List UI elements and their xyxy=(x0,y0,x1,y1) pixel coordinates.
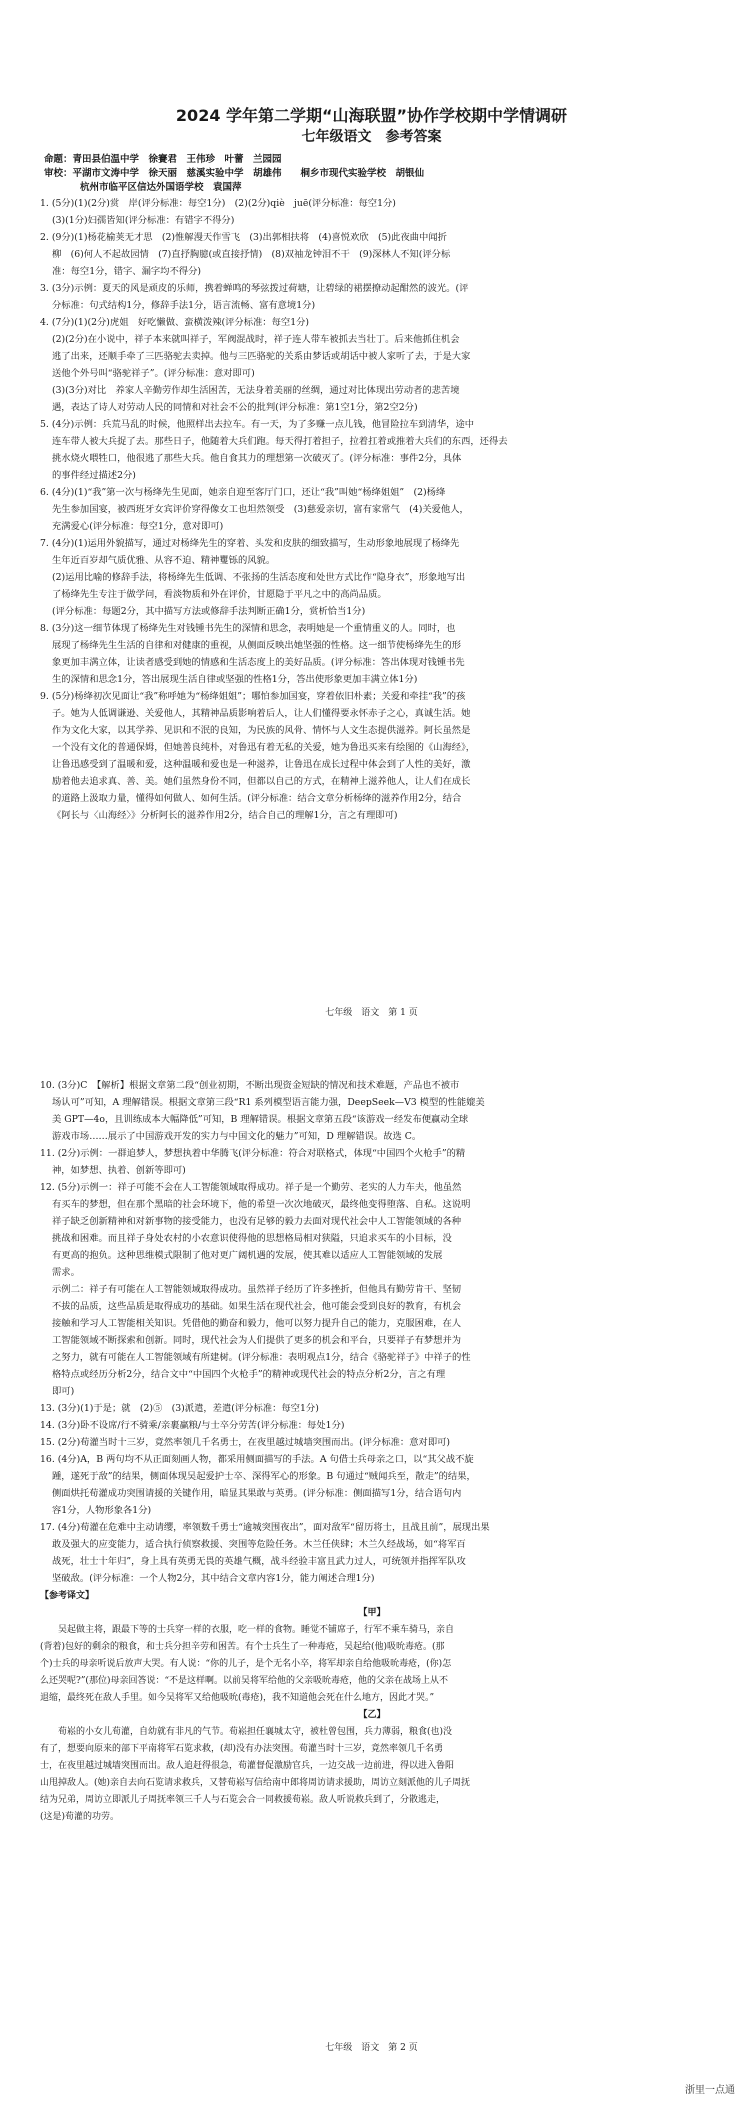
answer-line: 送他个外号叫“骆驼祥子”。(评分标准：意对即可) xyxy=(52,368,255,379)
answers-10-17 xyxy=(40,1078,704,1826)
answer-line: 即可) xyxy=(52,1386,75,1397)
question-15: 15. (2分)荀灌当时十三岁，竟然率领几千名勇士，在夜里越过城墙突围而出。(评分标准：意对即可) xyxy=(40,1437,451,1448)
translation-line: (这是)荀灌的功劳。 xyxy=(40,1812,120,1822)
answer-line: 游戏市场……展示了中国游戏开发的实力与中国文化的魅力”可知，D 理解错误。故选 C。 xyxy=(52,1131,422,1142)
answer-line: 一个没有文化的普通保姆，但她善良纯朴，对鲁迅有着无私的关爱，她为鲁迅买来有绘图的《山海经》， xyxy=(52,742,476,753)
answer-line: 遇，表达了诗人对劳动人民的同情和对社会不公的批判(评分标准：第1空1分，第2空2分) xyxy=(52,402,418,413)
answer-line: 之努力，就有可能在人工智能领域有所建树。(评分标准：表明观点1分，结合《骆驼祥子》中祥子的性 xyxy=(52,1352,471,1363)
answer-line: 作为文化大家，以其学养、见识和不泯的良知，为民族的风骨、情怀与人文生态提供滋养。阿长虽然是 xyxy=(52,725,471,736)
answer-line: 战死，壮士十年归”，身上具有英勇无畏的英雄气概，战斗经验丰富且武力过人，可统领并指挥军队攻 xyxy=(52,1556,466,1567)
question-9 xyxy=(40,689,704,824)
answer-line: 场认可”可知，A 理解错误。根据文章第三段“R1 系列模型语言能力强，DeepSeek—V3 模型的性能媲美 xyxy=(52,1097,485,1108)
document-title: 2024 学年第二学期“山海联盟”协作学校期中学情调研 xyxy=(175,106,568,125)
answer-line: 17. (4分)荀灌在危难中主动请缨，率领数千勇士“逾城突围夜出”，面对敌军“留历将士，且战且前”，展现出果 xyxy=(40,1522,490,1533)
answer-line: 需求。 xyxy=(52,1267,80,1278)
answer-line: (3)(1分)妇孺皆知(评分标准：有错字不得分) xyxy=(52,215,235,226)
translation-line: (背着)包好的剩余的粮食，和士兵分担辛劳和困苦。有个士兵生了一种毒疮，吴起给(他)吸吮毒疮。(那 xyxy=(40,1642,445,1652)
answer-line: 美 GPT—4o，且训练成本大幅降低”可知，B 理解错误。根据文章第五段“该游戏一经发布便赢动全球 xyxy=(52,1114,469,1125)
question-6 xyxy=(40,485,704,535)
answer-line: 祥子缺乏创新精神和对新事物的接受能力，也没有足够的毅力去面对现代社会中人工智能领域的各种 xyxy=(52,1216,462,1227)
answer-line: 让鲁迅感受到了温暖和爱，这种温暖和爱也是一种滋养，让鲁迅在成长过程中体会到了人性的美好，激 xyxy=(52,759,471,770)
question-16 xyxy=(40,1452,704,1519)
reviewers-line: 审校：平湖市文涛中学 徐天丽 慈溪实验中学 胡雄伟 桐乡市现代实验学校 胡银仙 xyxy=(44,168,425,179)
answer-line: 示例二：祥子有可能在人工智能领域取得成功。虽然祥子经历了许多挫折，但他具有勤劳肯干、坚韧 xyxy=(52,1284,462,1295)
translation-line: 有了，想要向原来的部下平南将军石览求救，(却)没有办法突围。荀灌当时十三岁，竟然率领几千名勇 xyxy=(40,1744,444,1754)
answer-line: 准：每空1分，错字、漏字均不得分) xyxy=(52,266,201,277)
translation-line: 么还哭呢?”(那位)母亲回答说：“不是这样啊。以前吴将军给他的父亲吸吮毒疮，他的父亲在战场上从不 xyxy=(40,1676,449,1686)
answer-line: 连车带人被大兵捉了去。那些日子，他随着大兵们跑。每天得打着担子，拉着扛着或推着大兵们的东西，还得去 xyxy=(52,436,508,447)
question-17 xyxy=(40,1520,704,1587)
answer-line: 生年近百岁却气质优雅、从容不迫、精神矍铄的风貌。 xyxy=(52,555,276,566)
question-4 xyxy=(40,315,704,416)
question-5 xyxy=(40,417,704,484)
answer-line: 挑水烧火喂牲口，他很逃了那些大兵。他自食其力的理想第一次破灭了。(评分标准：事件2分，具体 xyxy=(52,453,462,464)
reviewers-line-2: 杭州市临平区信达外国语学校 袁国萍 xyxy=(80,182,242,193)
translation-line: 退缩，最终死在敌人手里。如今吴将军又给他吸吮(毒疮)，我不知道他会死在什么地方，因此才哭。” xyxy=(40,1693,435,1703)
answer-line: 7. (4分)(1)运用外貌描写，通过对杨绛先生的穿着、头发和皮肤的细致描写，生动形象地展现了杨绛先 xyxy=(40,538,460,549)
translation-heading: 【参考译文】 xyxy=(40,1591,95,1601)
answer-line: 坚破敌。(评分标准：一个人物2分，其中结合文章内容1分，能力阐述合理1分) xyxy=(52,1573,375,1584)
translation-line: 士，在夜里越过城墙突围而出。敌人追赶得很急，荀灌督促激励官兵，一边交战一边前进，得以进入鲁阳 xyxy=(40,1761,455,1771)
answer-line: 《阿长与〈山海经〉》分析阿长的滋养作用2分，结合自己的理解1分，言之有理即可) xyxy=(52,810,398,821)
answer-line: 分标准：句式结构1分，修辞手法1分，语言流畅、富有意境1分) xyxy=(52,300,316,311)
answer-line: 生的深情和思念1分，答出展现生活自律或坚强的性格1分，答出使形象更加丰满立体1分) xyxy=(52,674,418,685)
answers-1-9 xyxy=(40,196,704,825)
answer-line: 4. (7分)(1)(2分)虎姐 好吃懒做、蛮横泼辣(评分标准：每空1分) xyxy=(40,317,310,328)
translation-line: 山甩掉敌人。(她)亲自去向石览请求救兵，又替荀崧写信给南中郎将周访请求援助，周访立刻派他的儿子周抚 xyxy=(40,1778,471,1788)
translation-line: 结为兄弟，周访立即派儿子周抚率领三千人与石览会合一同救援荀崧。敌人听说救兵到了，分散逃走， xyxy=(40,1795,446,1805)
question-7 xyxy=(40,536,704,620)
authors-line: 命题：青田县伯温中学 徐賽君 王伟珍 叶蕾 兰园园 xyxy=(44,154,282,165)
answer-line: 有买车的梦想，但在那个黑暗的社会环境下，他的希望一次次地破灭，最终他变得堕落、自私。这说明 xyxy=(52,1199,471,1210)
translation-jia-heading: 【甲】 xyxy=(358,1608,386,1618)
translation-yi-heading: 【乙】 xyxy=(358,1710,386,1720)
question-11 xyxy=(40,1146,704,1179)
answer-line: (3)(3分)对比 养家人辛勤劳作却生活困苦，无法身着美丽的丝绸，通过对比体现出劳动者的悲苦境 xyxy=(52,385,460,396)
question-8 xyxy=(40,621,704,688)
answer-line: 1. (5分)(1)(2分)赏 岸(评分标准：每空1分) (2)(2分)qiè juē(评分标准：每空1分) xyxy=(40,198,396,209)
answer-line: 展现了杨绛先生生活的自律和对健康的重视，从侧面反映出她坚强的性格。这一细节使杨绛先生的形 xyxy=(52,640,462,651)
answer-line: 工智能领域不断探索和创新。同时，现代社会为人们提供了更多的机会和平台，只要祥子有梦想并为 xyxy=(52,1335,462,1346)
answer-line: 充满爱心(评分标准：每空1分，意对即可) xyxy=(52,521,224,532)
page-footer: 七年级 语文 第 1 页 xyxy=(325,1008,418,1018)
answer-line: 容1分，人物形象各1分) xyxy=(52,1505,152,1516)
answer-line: 神，如梦想、执着、创新等即可) xyxy=(52,1165,186,1176)
document-subtitle: 七年级语文 参考答案 xyxy=(301,129,442,145)
answer-line: 挑战和困难。而且祥子身处农村的小农意识使得他的思想格局相对狭隘，只追求买车的小目标，没 xyxy=(52,1233,452,1244)
answer-line: 16. (4分)A，B 两句均不从正面刻画人物，都采用侧面描写的手法。A 句借士兵母亲之口，以“其父战不旋 xyxy=(40,1454,474,1465)
answer-line: 不拔的品质，这些品质是取得成功的基础。如果生活在现代社会，他可能会受到良好的教育，有机会 xyxy=(52,1301,462,1312)
question-13: 13. (3分)(1)于是；就 (2)⑤ (3)派遣，差遣(评分标准：每空1分) xyxy=(40,1403,319,1414)
answer-line: 的道路上汲取力量，懂得如何做人、如何生活。(评分标准：结合文章分析杨绛的滋养作用2分，结合 xyxy=(52,793,462,804)
translation-line: 荀崧的小女儿荀灌，自幼就有非凡的气节。荀崧担任襄城太守，被杜曾包围，兵力薄弱，粮食(也)没 xyxy=(58,1727,453,1737)
answer-line: 3. (3分)示例：夏天的风是顽皮的乐师，携着蝉鸣的琴弦拨过荷塘，让碧绿的裙摆撩动起酣然的波光。(评 xyxy=(40,283,469,294)
answer-line: 象更加丰满立体，让读者感受到她的情感和生活态度上的美好品质。(评分标准：答出体现对钱锺书先 xyxy=(52,657,465,668)
answer-line: 了杨绛先生专注于做学问，看淡物质和外在评价，甘愿隐于平凡之中的高尚品质。 xyxy=(52,589,387,600)
answer-line: 11. (2分)示例：一群追梦人，梦想执着中华腾飞(评分标准：符合对联格式，体现“中国四个火枪手”的精 xyxy=(40,1148,466,1159)
question-2 xyxy=(40,230,704,280)
reference-translation xyxy=(40,1588,704,1825)
answer-line: 踵，遂死于敌”的结果，侧面体现吴起爱护士卒、深得军心的形象。B 句通过“贼闻兵至，散走”的结果， xyxy=(52,1471,476,1482)
answer-page-2 xyxy=(0,1040,743,2102)
question-1 xyxy=(40,196,704,229)
question-12 xyxy=(40,1180,704,1400)
answer-line: 10. (3分)C 【解析】根据文章第二段“创业初期，不断出现资金短缺的情况和技术难题，产品也不被市 xyxy=(40,1080,460,1091)
answer-line: (2)(2分)在小说中，祥子本来就叫祥子，军阀混战时，祥子连人带车被抓去当壮丁。后来他抓住机会 xyxy=(52,334,460,345)
answer-line: 8. (3分)这一细节体现了杨绛先生对钱锺书先生的深情和思念，表明她是一个重情重义的人。同时，也 xyxy=(40,623,456,634)
answer-line: 6. (4分)(1)“我”第一次与杨绛先生见面，她亲自迎至客厅门口，还让“我”叫她“杨绛姐姐” (2)杨绛 xyxy=(40,487,446,498)
answer-line: 的事件经过描述2分) xyxy=(52,470,136,481)
answer-page-1 xyxy=(0,0,743,1040)
answer-line: 励着他去追求真、善、美。她们虽然身份不同，但都以自己的方式，在精神上滋养他人，让人们在成长 xyxy=(52,776,471,787)
answer-line: 柳 (6)何人不起故园情 (7)直抒胸臆(或直接抒情) (8)双袖龙钟泪不干 (9)深林人不知(评分标 xyxy=(52,249,451,260)
answer-line: 子。她为人低调谦逊、关爱他人，其精神品质影响着后人，让人们懂得要永怀赤子之心，真诚生活。她 xyxy=(52,708,471,719)
answer-line: (评分标准：每题2分，其中描写方法或修辞手法判断正确1分，赏析恰当1分) xyxy=(52,606,366,617)
answer-line: 侧面烘托荀灌成功突围请援的关键作用，暗显其果敢与英勇。(评分标准：侧面描写1分，结合语句内 xyxy=(52,1488,462,1499)
answer-line: 5. (4分)示例：兵荒马乱的时候，他照样出去拉车。有一天，为了多赚一点儿钱，他冒险拉车到清华，途中 xyxy=(40,419,475,430)
answer-line: (2)运用比喻的修辞手法，将杨绛先生低调、不张扬的生活态度和处世方式比作“隐身衣”，形象地写出 xyxy=(52,572,466,583)
authors-block xyxy=(44,153,704,195)
answer-line: 有更高的抱负。这种思维模式限制了他对更广阔机遇的发展，使其难以适应人工智能领域的发展 xyxy=(52,1250,443,1261)
answer-line: 12. (5分)示例一：祥子可能不会在人工智能领域取得成功。祥子是一个勤劳、老实的人力车夫，他虽然 xyxy=(40,1182,462,1193)
answer-line: 9. (5分)杨绛初次见面让“我”称呼她为“杨绛姐姐”；哪怕参加国宴，穿着依旧朴素；关爱和牵挂“我”的孩 xyxy=(40,691,466,702)
answer-line: 接触和学习人工智能相关知识。凭借他的勤奋和毅力，他可以努力提升自己的能力，克服困难，在人 xyxy=(52,1318,462,1329)
source-watermark: 浙里一点通 xyxy=(685,2085,735,2096)
answer-line: 先生参加国宴，被西班牙女宾评价穿得像女工也坦然领受 (3)慈爱亲切，富有家常气 (4)关爱他人， xyxy=(52,504,469,515)
answer-line: 敢及强大的应变能力，适合执行侦察救援、突围等危险任务。木兰任侠肆；木兰久经战场，如“将军百 xyxy=(52,1539,466,1550)
question-3 xyxy=(40,281,704,314)
page-footer: 七年级 语文 第 2 页 xyxy=(325,2043,418,2053)
translation-line: 个)士兵的母亲听说后放声大哭。有人说：“你的儿子，是个无名小卒，将军却亲自给他吸吮毒疮，(你)怎 xyxy=(40,1659,452,1669)
question-14: 14. (3分)卧不设席/行不骑乘/亲裹赢粮/与士卒分劳苦(评分标准：每处1分) xyxy=(40,1420,345,1431)
question-10 xyxy=(40,1078,704,1145)
translation-line: 吴起做主将，跟最下等的士兵穿一样的衣服，吃一样的食物。睡觉不铺席子，行军不乘车骑马，亲自 xyxy=(58,1625,455,1635)
answer-line: 格特点或经历分析2分，结合文中“中国四个火枪手”的精神或现代社会的特点分析2分，言之有理 xyxy=(52,1369,446,1380)
answer-line: 逃了出来，还顺手牵了三匹骆驼去卖掉。他与三匹骆驼的关系由梦话或胡话中被人家听了去，于是大家 xyxy=(52,351,471,362)
answer-line: 2. (9分)(1)杨花榆荚无才思 (2)惟解漫天作雪飞 (3)出郭相扶将 (4)喜悦欢欣 (5)此夜曲中闻折 xyxy=(40,232,447,243)
